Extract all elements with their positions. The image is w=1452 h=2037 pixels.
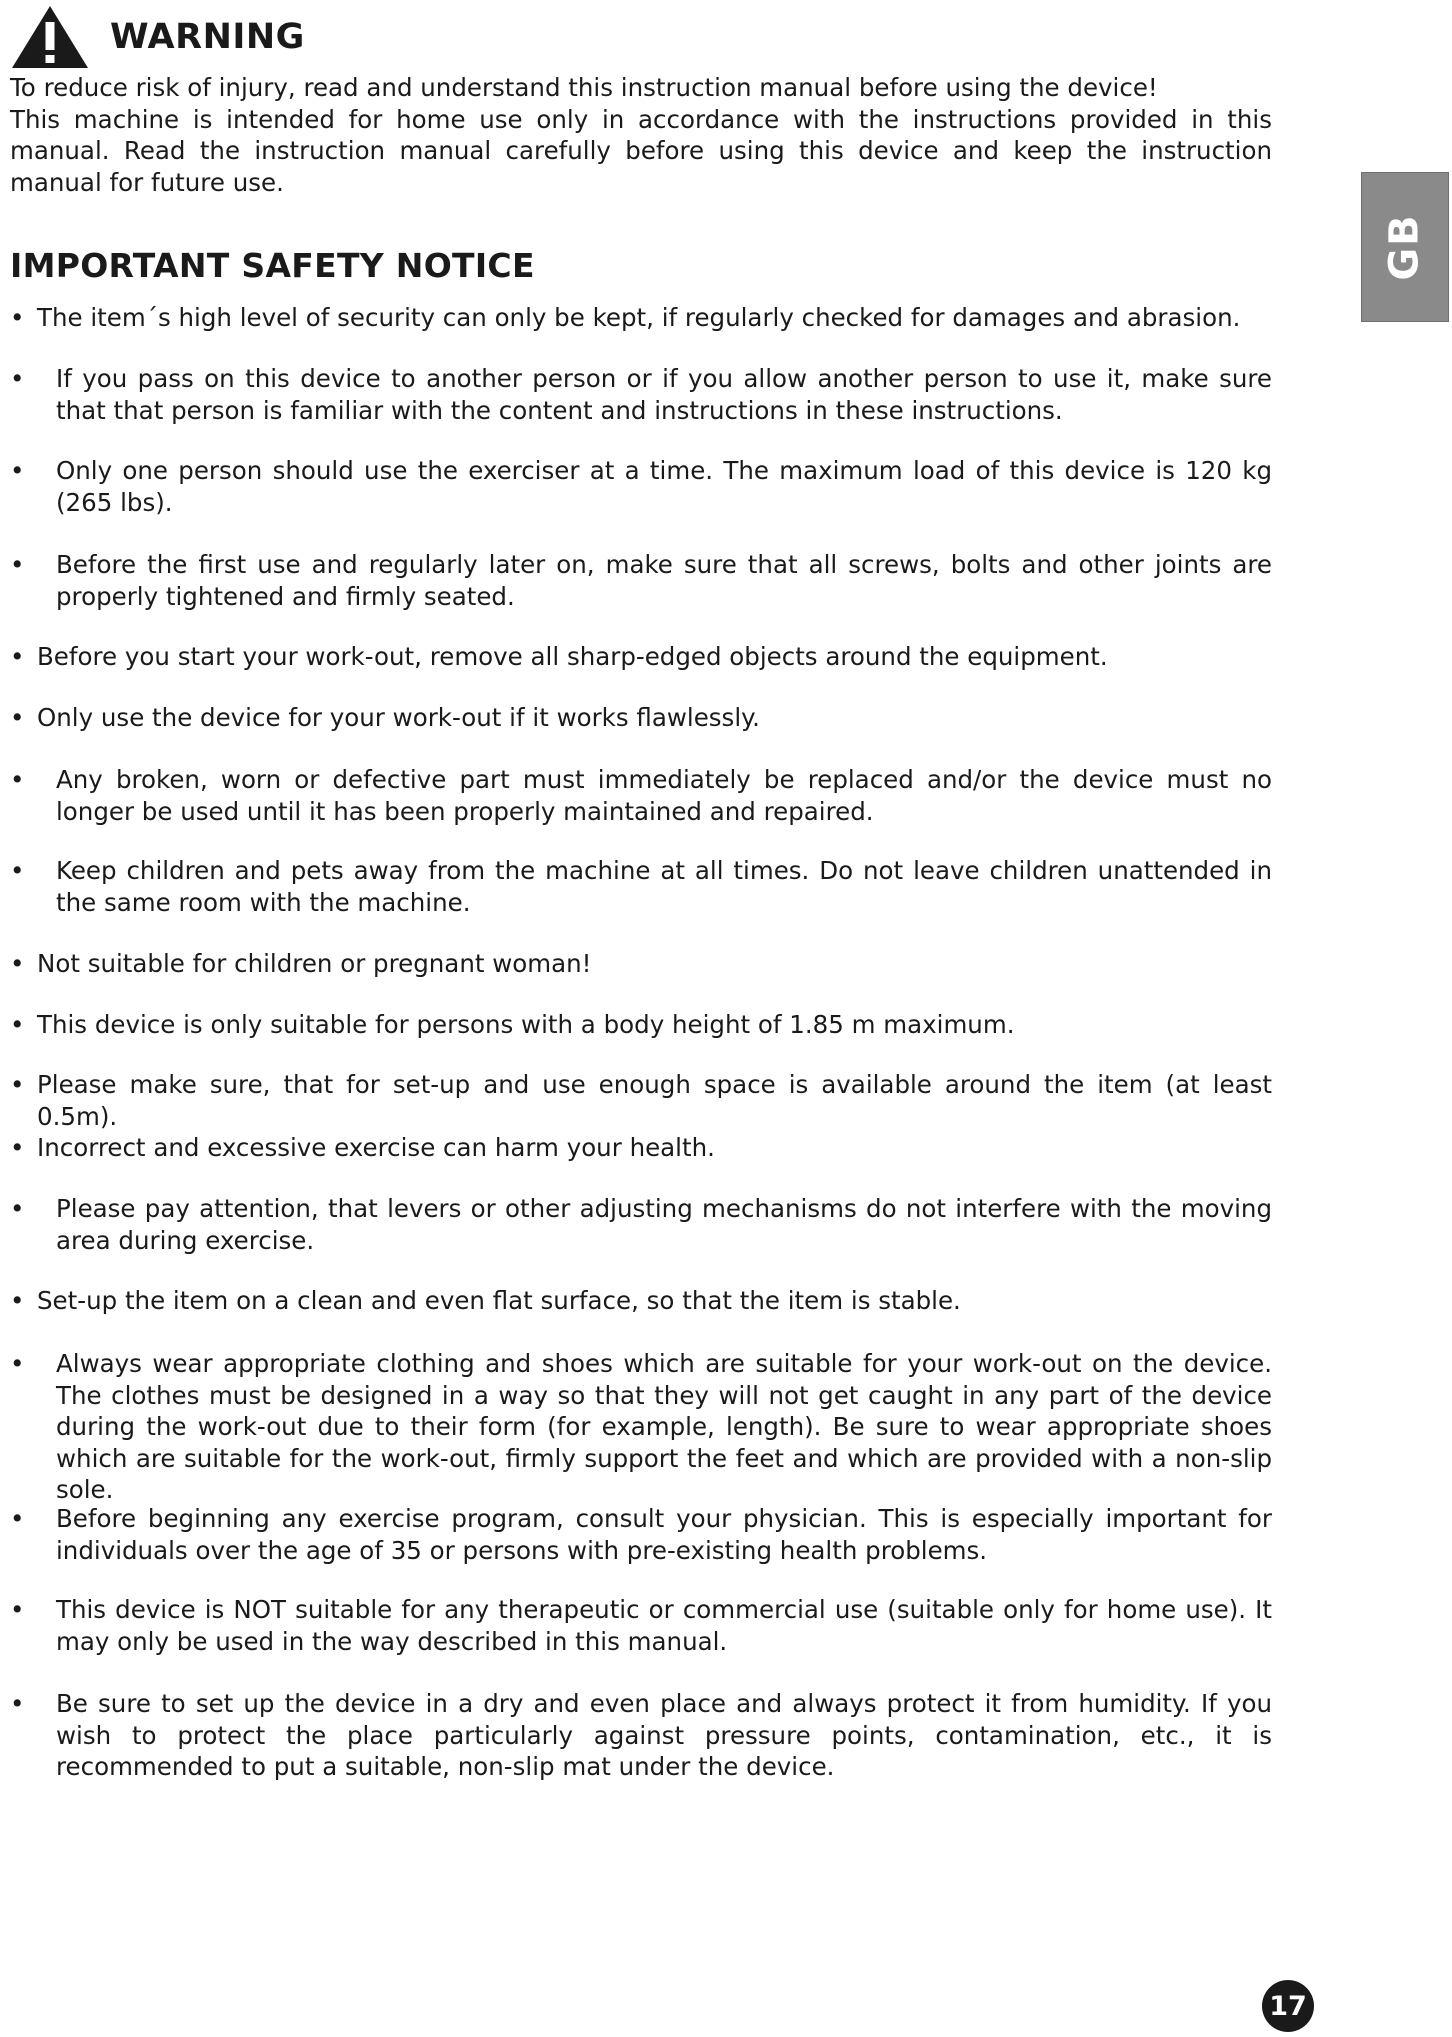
bullet-icon: • [10,550,25,579]
bullet-icon: • [10,856,25,885]
list-item [10,948,1272,980]
list-item-text: This device is only suitable for persons with a body height of 1.85 m maximum. [37,1010,1015,1039]
list-item-text: Always wear appropriate clothing and shoes which are suitable for your work-out on the device. The clothes must be designed in a way so that they will not get caught in any part of the device during the work-out due to their form (for example, length). Be sure to wear appropriate shoes which are suitable for the work-out, firmly support the feet and which are provided with a non-slip sole. [56,1349,1272,1504]
list-item-text: Set-up the item on a clean and even flat surface, so that the item is stable. [37,1286,961,1315]
list-item-text: Keep children and pets away from the machine at all times. Do not leave children unattended in the same room with the machine. [56,856,1272,917]
bullet-icon: • [10,1133,25,1162]
list-item-text: Before you start your work-out, remove all sharp-edged objects around the equipment. [37,642,1108,671]
list-item-text: Any broken, worn or defective part must immediately be replaced and/or the device must no longer be used until it has been properly maintained and repaired. [56,765,1272,826]
language-tab-gb [1361,172,1449,322]
bullet-icon: • [10,1504,25,1533]
bullet-icon: • [10,949,25,978]
list-item [10,1069,1272,1132]
list-item-text: Incorrect and excessive exercise can harm your health. [37,1133,715,1162]
list-item-text: Before beginning any exercise program, consult your physician. This is especially important for individuals over the age of 35 or persons with pre-existing health problems. [56,1504,1272,1565]
list-item [10,1193,1272,1256]
bullet-icon: • [10,303,25,332]
bullet-icon: • [10,364,25,393]
bullet-icon: • [10,1595,25,1624]
list-item [10,455,1272,518]
warning-title: WARNING [110,17,305,57]
bullet-icon: • [10,1349,25,1378]
list-item [10,1503,1272,1566]
list-item [10,1132,1272,1164]
list-item [10,363,1272,426]
list-item [10,1348,1272,1506]
list-item-text: Please pay attention, that levers or other adjusting mechanisms do not interfere with the moving area during exercise. [56,1194,1272,1255]
list-item-text: Only use the device for your work-out if it works flawlessly. [37,703,760,732]
list-item [10,641,1272,673]
list-item-text: Only one person should use the exerciser at a time. The maximum load of this device is 120 kg (265 lbs). [56,456,1272,517]
list-item [10,855,1272,918]
list-item-text: Please make sure, that for set-up and use enough space is available around the item (at least 0.5m). [37,1070,1272,1131]
intro-line-1: To reduce risk of injury, read and understand this instruction manual before using the device! [10,73,1158,102]
list-item-text: The item´s high level of security can only be kept, if regularly checked for damages and abrasion. [37,303,1241,332]
bullet-icon: • [10,1194,25,1223]
bullet-icon: • [10,1070,25,1099]
section-title: IMPORTANT SAFETY NOTICE [10,246,535,285]
list-item-text: Be sure to set up the device in a dry and even place and always protect it from humidity. If you wish to protect the place particularly against pressure points, contamination, etc., it is recommended to put a suitable, non-slip mat under the device. [56,1689,1272,1781]
list-item-text: Before the first use and regularly later on, make sure that all screws, bolts and other joints are properly tightened and firmly seated. [56,550,1272,611]
bullet-icon: • [10,456,25,485]
list-item [10,1285,1272,1317]
list-item [10,1688,1272,1783]
list-item [10,1594,1272,1657]
list-item-text: If you pass on this device to another person or if you allow another person to use it, make sure that that person is familiar with the content and instructions in these instructions. [56,364,1272,425]
bullet-icon: • [10,642,25,671]
bullet-icon: • [10,703,25,732]
list-item [10,302,1272,334]
intro-line-2: This machine is intended for home use only in accordance with the instructions provided in this manual. Read the instruction manual carefully before using this device and keep the instruction manual for future use. [10,104,1272,197]
list-item-text: Not suitable for children or pregnant woman! [37,949,592,978]
list-item [10,702,1272,734]
list-item [10,549,1272,612]
list-item-text: This device is NOT suitable for any therapeutic or commercial use (suitable only for home use). It may only be used in the way described in this manual. [56,1595,1272,1656]
language-tab-label: GB [1381,213,1428,281]
bullet-icon: • [10,1689,25,1718]
bullet-icon: • [10,1286,25,1315]
list-item [10,1009,1272,1041]
page-number: 17 [1262,1980,1314,2032]
bullet-icon: • [10,1010,25,1039]
bullet-icon: • [10,765,25,794]
list-item [10,764,1272,827]
